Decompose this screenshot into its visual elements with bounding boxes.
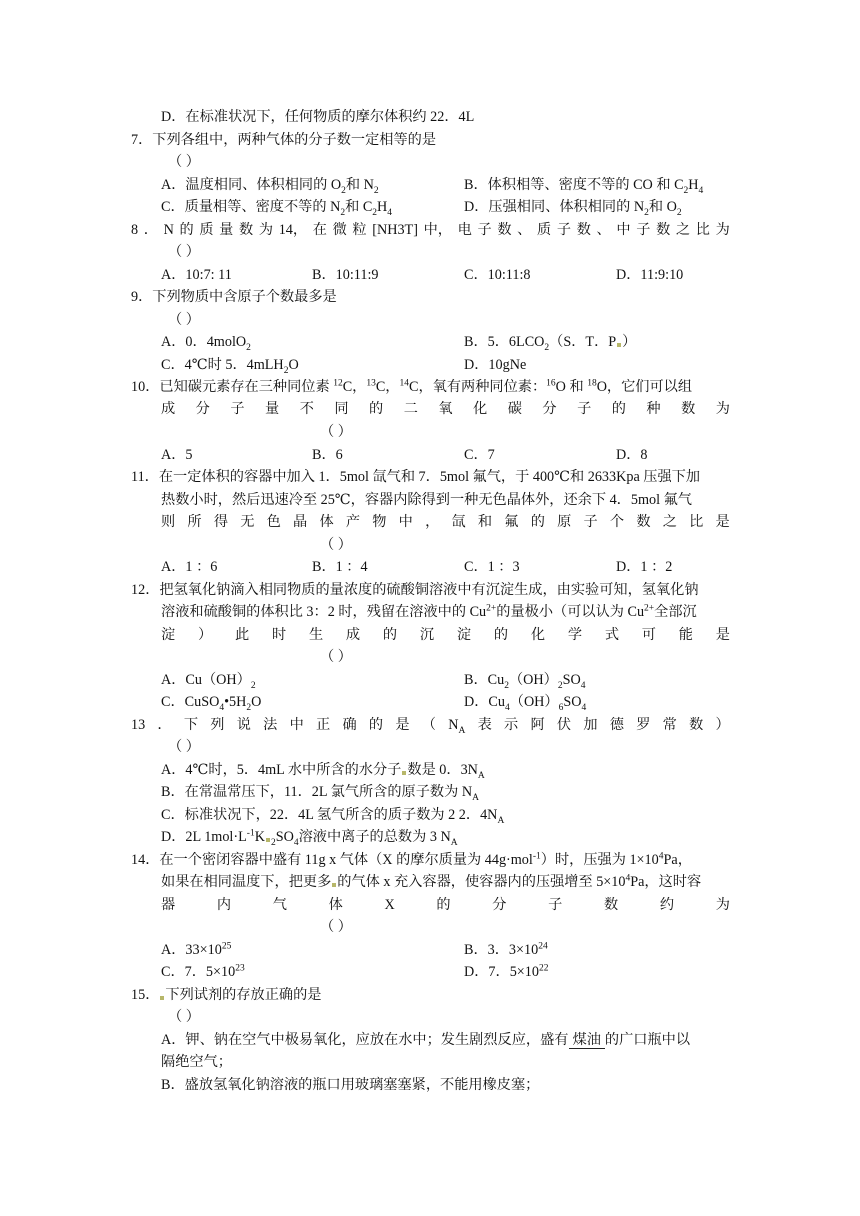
q10-option-a: A．5 <box>161 447 193 463</box>
q9-stem: 9．下列物质中含原子个数最多是 <box>131 289 337 305</box>
q11-line3: 则 所 得 无 色 晶 体 产 物 中 ， 氙 和 氟 的 原 子 个 数 之 比 是 <box>161 514 730 530</box>
q15-option-b: B．盛放氢氧化钠溶液的瓶口用玻璃塞塞紧，不能用橡皮塞； <box>161 1077 540 1093</box>
q9-option-d: D．10gNe <box>464 357 527 373</box>
underlined-term: 煤油 <box>569 1032 605 1049</box>
q9-option-c: C．4℃时 5．4mLH$_2$O <box>161 357 299 376</box>
q12-option-b: B．$Cu_2(OH)_2SO_4$ <box>464 672 586 691</box>
q13-option-a: A．4℃时，5．4mL 水中所含的水分子 数是 0．$3N_A$ <box>161 762 485 781</box>
q9-option-b: B．5．$6LCO_2(S$．T．P ） <box>464 334 637 353</box>
q7-stem: 7．下列各组中，两种气体的分子数一定相等的是 <box>131 132 437 148</box>
q8-option-b: B．10:11:9 <box>312 267 379 283</box>
q14-option-c: C．7．$5\times 10^{23}$ <box>161 963 245 980</box>
q10-option-b: B．6 <box>312 447 343 463</box>
q10-option-d: D．8 <box>616 447 648 463</box>
q12-line2: 溶液和硫酸铜的体积比 3：2 时，残留在溶液中的 $Cu^{2+}$的量极小（可以认为 $Cu^{2+}$全部沉 <box>161 603 697 620</box>
q13-option-b: B．在常温常压下，11．2L 氯气所含的原子数为 $N_A$ <box>161 784 479 803</box>
q12-option-a: A．$Cu(OH)_2$ <box>161 672 256 691</box>
q12-line1: 12．把氢氧化钠滴入相同物质的量浓度的硫酸铜溶液中有沉淀生成，由实验可知，氢氧化钠 <box>131 582 699 598</box>
q7-option-b: B．体积相等、密度不等的 CO 和 $C_2H_4$ <box>464 177 704 196</box>
q12-answer-paren: （ ） <box>320 649 352 665</box>
q13-option-d: D．2L $1mol\cdot L^{-1}K$ $_2SO_4$溶液中离子的总数为 3 $N_A$ <box>161 828 458 848</box>
q6-option-d: D．在标准状况下，任何物质的摩尔体积约 22．4L <box>161 109 475 125</box>
q12-line3: 淀 ） 此 时 生 成 的 沉 淀 的 化 学 式 可 能 是 <box>161 627 730 643</box>
q15-answer-paren: （ ） <box>168 1009 200 1025</box>
q15-option-a-line2: 隔绝空气； <box>161 1054 232 1070</box>
q10-line2: 成 分 子 量 不 同 的 二 氧 化 碳 分 子 的 种 数 为 <box>161 401 730 417</box>
q7-answer-paren: （ ） <box>168 154 200 170</box>
marker-dot <box>617 343 621 347</box>
q14-option-b: B．3．$3\times 10^{24}$ <box>464 941 548 958</box>
q11-option-b: B．1 ：4 <box>312 559 368 575</box>
q8-option-d: D．11:9:10 <box>616 267 684 283</box>
q10-line1: 10．已知碳元素存在三种同位素 $^{12}$C，$^{13}$C，$^{14}$C，氧有两种同位素：$^{16}$O 和 $^{18}$O，它们可以组 <box>131 378 693 395</box>
q9-option-a: A．0．4molO$_2$ <box>161 334 251 353</box>
q14-line2: 如果在相同温度下，把更多 的气体 x 充入容器，使容器内的压强增至 $5\times 10^4Pa$，这时容 <box>161 873 702 890</box>
q15-option-a-line1: A．钾、钠在空气中极易氧化，应放在水中；发生剧烈反应，盛有 煤油 的广口瓶中以 <box>161 1032 691 1048</box>
q9-answer-paren: （ ） <box>168 312 200 328</box>
q14-option-d: D．7．$5\times 10^{22}$ <box>464 963 549 980</box>
marker-dot <box>160 996 164 1000</box>
q13-stem: 13 ． 下 列 说 法 中 正 确 的 是 （ $N_A$ 表 示 阿 伏 加 德 罗 常 数 ） <box>131 717 730 736</box>
q7-option-c: C．质量相等、密度不等的 $N_2$和 $C_2H_4$ <box>161 199 393 218</box>
q12-option-d: D．$Cu_4(OH)_6SO_4$ <box>464 694 587 713</box>
q14-line1: 14．在一个密闭容器中盛有 11g x 气体（X 的摩尔质量为 44g·mol$^{-1}$）时，压强为 $1\times 10^4Pa$， <box>131 851 692 868</box>
q10-option-c: C．7 <box>464 447 495 463</box>
q11-line1: 11．在一定体积的容器中加入 1．5mol 氙气和 7．5mol 氟气，于 400℃和 2633Kpa 压强下加 <box>131 469 701 485</box>
q15-stem: 15． 下列试剂的存放正确的是 <box>131 987 322 1003</box>
marker-dot <box>402 771 406 775</box>
q8-option-c: C．10:11:8 <box>464 267 531 283</box>
q12-option-c: C．$CuSO_4•5H_2O$ <box>161 694 262 713</box>
q8-answer-paren: （ ） <box>168 244 200 260</box>
q11-option-d: D．1 ：2 <box>616 559 673 575</box>
q11-answer-paren: （ ） <box>320 537 352 553</box>
q7-option-d: D．压强相同、体积相同的 $N_2$和 $O_2$ <box>464 199 682 218</box>
q11-line2: 热数小时，然后迅速冷至 25℃，容器内除得到一种无色晶体外，还余下 4．5mol 氟气 <box>161 492 692 508</box>
q11-option-c: C．1 ：3 <box>464 559 520 575</box>
q14-answer-paren: （ ） <box>320 919 352 935</box>
q10-answer-paren: （ ） <box>320 424 352 440</box>
q11-option-a: A．1 ：6 <box>161 559 218 575</box>
q13-option-c: C．标准状况下，22．4L 氢气所含的质子数为 2 2．$4N_A$ <box>161 807 505 826</box>
q7-option-a: A．温度相同、体积相同的 $O_2$和 $N_2$ <box>161 177 379 196</box>
q14-line3: 器 内 气 体 X 的 分 子 数 约 为 <box>161 897 730 913</box>
q8-option-a: A．10:7: 11 <box>161 267 232 283</box>
marker-dot <box>266 838 270 842</box>
q13-answer-paren: （ ） <box>168 739 200 755</box>
q8-stem: 8 ． N 的 质 量 数 为 14， 在 微 粒 [NH3T] 中， 电 子 数 、 质 子 数 、 中 子 数 之 比 为 <box>131 222 730 238</box>
marker-dot <box>332 883 336 887</box>
q14-option-a: A．$33\times 10^{25}$ <box>161 941 232 958</box>
